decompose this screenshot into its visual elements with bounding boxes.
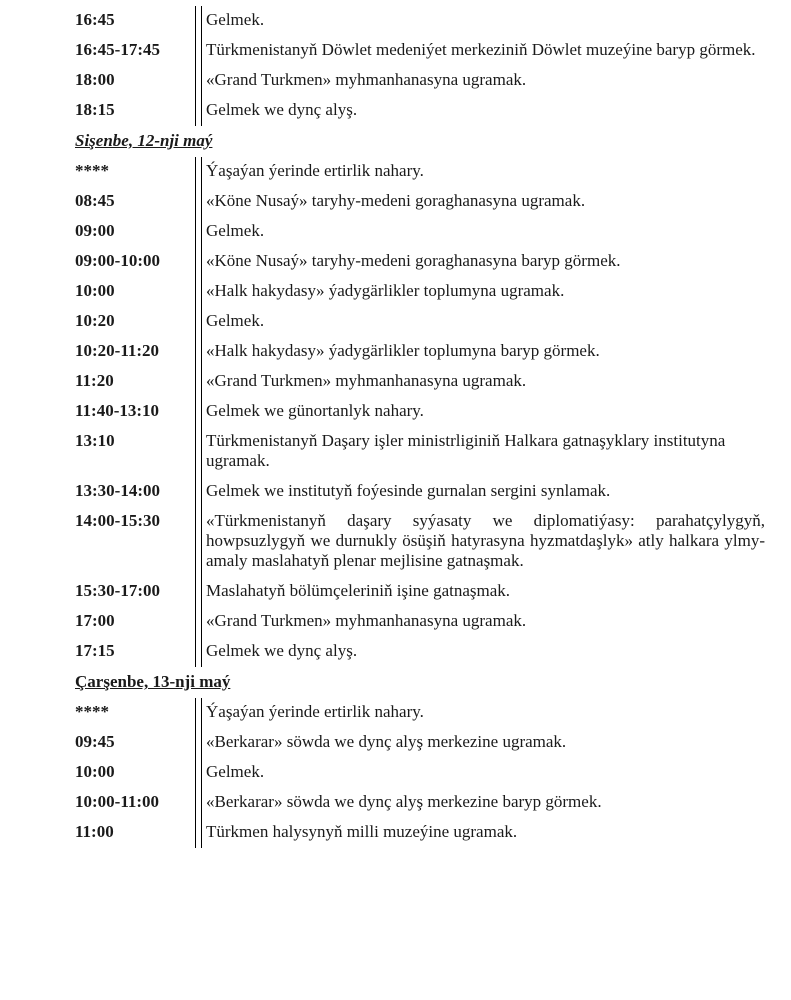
column-divider xyxy=(195,637,202,667)
schedule-activity: Gelmek we dynç alyş. xyxy=(206,641,358,660)
schedule-row xyxy=(75,698,765,728)
schedule-row xyxy=(75,367,765,397)
schedule-activity: «Köne Nusaý» taryhy-medeni goraghanasyna ugramak. xyxy=(206,191,586,210)
schedule-activity: «Halk hakydasy» ýadygärlikler toplumyna ugramak. xyxy=(206,281,565,300)
schedule-row xyxy=(75,788,765,818)
column-divider xyxy=(195,157,202,187)
schedule-activity: Türkmenistanyň Daşary işler ministrliginiň Halkara gatnaşyklary institutyna ugramak. xyxy=(206,431,726,470)
schedule-row xyxy=(75,637,765,667)
column-divider xyxy=(195,397,202,427)
column-divider xyxy=(195,607,202,637)
schedule-time: 08:45 xyxy=(75,191,115,210)
schedule-row xyxy=(75,96,765,126)
schedule-activity: «Grand Turkmen» myhmanhanasyna ugramak. xyxy=(206,371,527,390)
column-divider xyxy=(195,187,202,217)
schedule-row xyxy=(75,337,765,367)
schedule-row xyxy=(75,577,765,607)
column-divider xyxy=(195,507,202,577)
schedule-time: 17:00 xyxy=(75,611,115,630)
schedule-activity: «Berkarar» söwda we dynç alyş merkezine ugramak. xyxy=(206,732,567,751)
schedule-activity: «Grand Turkmen» myhmanhanasyna ugramak. xyxy=(206,70,527,89)
schedule-time: 16:45 xyxy=(75,10,115,29)
schedule-activity: Gelmek we günortanlyk nahary. xyxy=(206,401,424,420)
schedule-activity: «Köne Nusaý» taryhy-medeni goraghanasyna baryp görmek. xyxy=(206,251,621,270)
schedule-row xyxy=(75,758,765,788)
schedule-time: 16:45-17:45 xyxy=(75,40,160,59)
schedule-activity: Türkmen halysynyň milli muzeýine ugramak. xyxy=(206,822,518,841)
schedule-row xyxy=(75,157,765,187)
schedule-activity: Gelmek. xyxy=(206,762,265,781)
schedule-row xyxy=(75,247,765,277)
schedule-time: 15:30-17:00 xyxy=(75,581,160,600)
schedule-time: 18:15 xyxy=(75,100,115,119)
schedule-activity: «Grand Turkmen» myhmanhanasyna ugramak. xyxy=(206,611,527,630)
schedule-time: 14:00-15:30 xyxy=(75,511,160,530)
column-divider xyxy=(195,477,202,507)
column-divider xyxy=(195,577,202,607)
schedule-time: 13:30-14:00 xyxy=(75,481,160,500)
column-divider xyxy=(195,96,202,126)
day-heading: Çarşenbe, 13-nji maý xyxy=(75,672,231,691)
schedule-activity: Gelmek we institutyň foýesinde gurnalan sergini synlamak. xyxy=(206,481,611,500)
column-divider xyxy=(195,66,202,96)
column-divider xyxy=(195,277,202,307)
schedule-row xyxy=(75,307,765,337)
schedule-time: 09:00-10:00 xyxy=(75,251,160,270)
schedule-time: 10:00 xyxy=(75,281,115,300)
schedule-row xyxy=(75,607,765,637)
column-divider xyxy=(195,427,202,477)
schedule-row xyxy=(75,427,765,477)
schedule-time: 11:20 xyxy=(75,371,114,390)
schedule-activity: Maslahatyň bölümçeleriniň işine gatnaşmak. xyxy=(206,581,511,600)
schedule-row xyxy=(75,187,765,217)
schedule-time: 17:15 xyxy=(75,641,115,660)
schedule-row xyxy=(75,477,765,507)
schedule-time: 10:00 xyxy=(75,762,115,781)
column-divider xyxy=(195,698,202,728)
schedule-time: 09:00 xyxy=(75,221,115,240)
column-divider xyxy=(195,367,202,397)
schedule-row xyxy=(75,818,765,848)
schedule-row xyxy=(75,36,765,66)
schedule-time: **** xyxy=(75,702,109,721)
schedule-activity: Gelmek. xyxy=(206,221,265,240)
schedule-activity: Türkmenistanyň Döwlet medeniýet merkeziniň Döwlet muzeýine baryp görmek. xyxy=(206,40,756,59)
schedule-row xyxy=(75,728,765,758)
schedule-activity: Ýaşaýan ýerinde ertirlik nahary. xyxy=(206,161,424,180)
column-divider xyxy=(195,818,202,848)
schedule-time: 10:20-11:20 xyxy=(75,341,160,360)
schedule-row xyxy=(75,217,765,247)
schedule-activity: Gelmek. xyxy=(206,10,265,29)
schedule-time: 11:40-13:10 xyxy=(75,401,160,420)
schedule-activity: «Türkmenistanyň daşary syýasaty we diplomatiýasy: parahatçylygyň, howpsuzlygyň we durnukly ösüşiň hatyrasyna hyzmatdaşlyk» atly halkara ylmy-amaly maslahatyň plenar mejlisine gatnaşmak. xyxy=(206,511,765,570)
schedule-time: 09:45 xyxy=(75,732,115,751)
schedule-document xyxy=(75,6,765,848)
column-divider xyxy=(195,36,202,66)
schedule-time: 10:00-11:00 xyxy=(75,792,160,811)
column-divider xyxy=(195,247,202,277)
schedule-time: 13:10 xyxy=(75,431,115,450)
schedule-row xyxy=(75,66,765,96)
schedule-time: **** xyxy=(75,161,109,180)
column-divider xyxy=(195,6,202,36)
schedule-activity: Ýaşaýan ýerinde ertirlik nahary. xyxy=(206,702,424,721)
column-divider xyxy=(195,307,202,337)
schedule-activity: «Berkarar» söwda we dynç alyş merkezine baryp görmek. xyxy=(206,792,602,811)
column-divider xyxy=(195,758,202,788)
schedule-activity: Gelmek we dynç alyş. xyxy=(206,100,358,119)
schedule-row xyxy=(75,507,765,577)
column-divider xyxy=(195,788,202,818)
column-divider xyxy=(195,337,202,367)
schedule-time: 11:00 xyxy=(75,822,114,841)
schedule-row xyxy=(75,6,765,36)
schedule-activity: «Halk hakydasy» ýadygärlikler toplumyna baryp görmek. xyxy=(206,341,600,360)
schedule-time: 10:20 xyxy=(75,311,115,330)
schedule-activity: Gelmek. xyxy=(206,311,265,330)
column-divider xyxy=(195,728,202,758)
column-divider xyxy=(195,217,202,247)
schedule-row xyxy=(75,277,765,307)
schedule-row xyxy=(75,397,765,427)
schedule-time: 18:00 xyxy=(75,70,115,89)
day-heading: Sişenbe, 12-nji maý xyxy=(75,131,213,150)
